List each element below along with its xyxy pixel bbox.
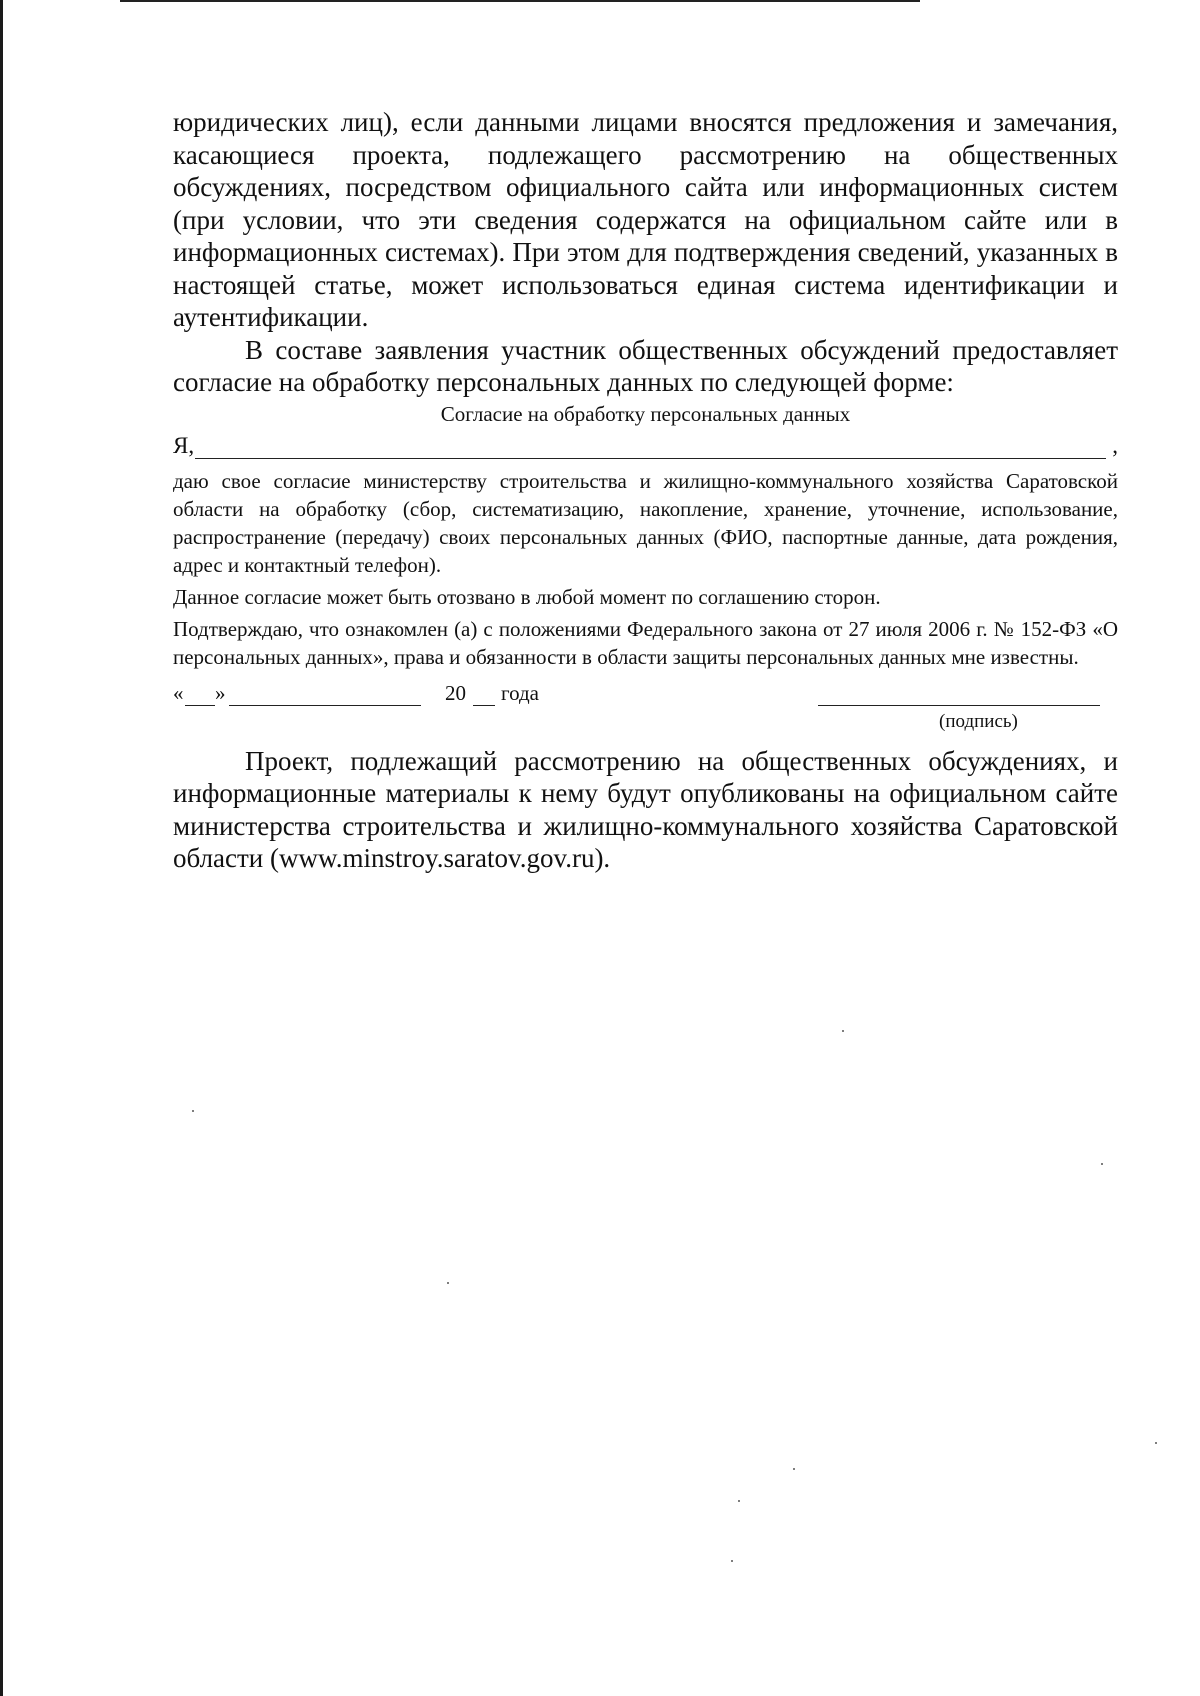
signature-blank-line bbox=[818, 705, 1100, 706]
closing-paragraph: Проект, подлежащий рассмотрению на общественных обсуждениях, и информационные материалы к нему будут опубликованы на официальном сайте министерства строительства и жилищно-коммунального хозяйства Саратовской области (www.minstroy.saratov.gov.ru). bbox=[173, 745, 1118, 873]
intro-paragraph: юридических лиц), если данными лицами вносятся предложения и замечания, касающиеся проекта, подлежащего рассмотрению на общественных обсуждениях, посредством официального сайта или информационных систем (при условии, что эти сведения содержатся на официальном сайте или в информационных системах). При этом для подтверждения сведений, указанных в настоящей статье, может использоваться единая система идентификации и аутентификации. bbox=[173, 107, 1118, 332]
name-blank-line bbox=[195, 458, 1106, 459]
scan-speck bbox=[1155, 1442, 1157, 1444]
scan-speck bbox=[842, 1030, 844, 1032]
name-fill-line bbox=[173, 429, 1118, 463]
ya-prefix: Я, bbox=[173, 432, 195, 458]
ya-suffix: , bbox=[1112, 432, 1118, 458]
year-prefix: 20 bbox=[445, 680, 466, 705]
year-blank-line bbox=[473, 705, 495, 706]
signature-caption: (подпись) bbox=[939, 710, 1018, 732]
consent-form-title: Согласие на обработку персональных данных bbox=[440, 401, 851, 426]
consent-intro-paragraph: В составе заявления участник общественных обсуждений предоставляет согласие на обработку персональных данных по следующей форме: bbox=[173, 334, 1118, 397]
year-word: года bbox=[501, 680, 539, 705]
scan-left-edge bbox=[0, 0, 3, 1696]
date-quote-open: « bbox=[173, 680, 184, 705]
withdraw-text: Данное согласие может быть отозвано в любой момент по соглашению сторон. bbox=[173, 584, 881, 609]
scan-speck bbox=[738, 1500, 740, 1502]
scan-speck bbox=[447, 1282, 449, 1284]
scan-top-rule bbox=[120, 0, 920, 2]
confirm-text: Подтверждаю, что ознакомлен (а) с положениями Федерального закона от 27 июля 2006 г. № 152-ФЗ «О персональных данных», права и обязанности в области защиты персональных данных мне известны. bbox=[173, 616, 1118, 669]
day-blank-line bbox=[185, 705, 215, 706]
date-signature-row bbox=[173, 677, 1118, 709]
consent-text: даю свое согласие министерству строительства и жилищно-коммунального хозяйства Саратовской области на обработку (сбор, систематизацию, накопление, хранение, уточнение, использование, распространение (передачу) своих персональных данных (ФИО, паспортные данные, дата рождения, адрес и контактный телефон). bbox=[173, 468, 1118, 577]
scan-speck bbox=[1101, 1163, 1103, 1165]
signature-caption-row bbox=[173, 709, 1118, 735]
document-page bbox=[173, 106, 1118, 875]
month-blank-line bbox=[229, 705, 421, 706]
scan-speck bbox=[192, 1110, 194, 1112]
scan-speck bbox=[731, 1560, 733, 1562]
scan-speck bbox=[793, 1468, 795, 1470]
date-quote-close: » bbox=[215, 680, 226, 705]
